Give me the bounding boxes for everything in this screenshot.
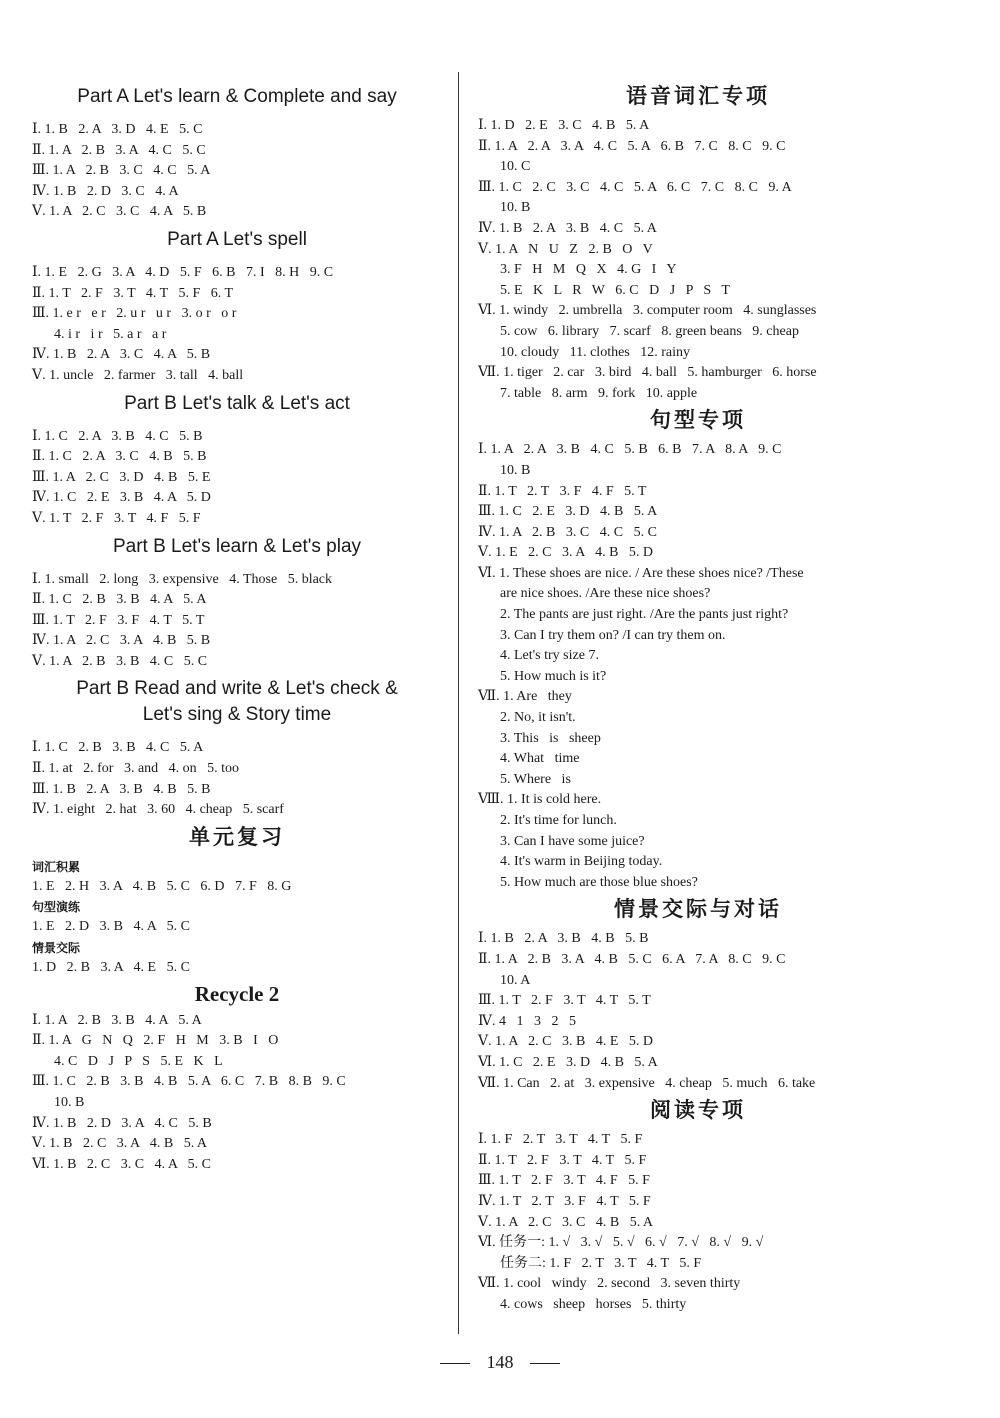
answer-line: Ⅶ. 1. tiger 2. car 3. bird 4. ball 5. hamburger 6. horse [478,365,817,381]
answer-line: Ⅱ. 1. A G N Q 2. F H M 3. B I O [32,1033,279,1049]
answer-line: Ⅴ. 1. A 2. C 3. C 4. A 5. B [32,204,207,220]
answer-section [478,406,918,893]
answer-line: 1. E 2. D 3. B 4. A 5. C [32,919,190,935]
answer-section [478,1096,918,1315]
answer-line: Ⅲ. 1. A 2. C 3. D 4. B 5. E [32,469,211,485]
answer-line: Ⅳ. 1. T 2. T 3. F 4. T 5. F [478,1193,651,1209]
answer-section [32,676,442,820]
answer-section [32,534,442,673]
answer-line: Ⅳ. 1. B 2. D 3. C 4. A [32,183,179,199]
answer-line: Ⅳ. 1. A 2. B 3. C 4. C 5. C [478,524,657,540]
answer-line: Ⅱ. 1. C 2. A 3. C 4. B 5. B [32,449,207,465]
answer-line: 4. C D J P S 5. E K L [54,1053,223,1069]
answer-line: 10. C [500,159,531,175]
answer-line: Ⅴ. 1. uncle 2. farmer 3. tall 4. ball [32,367,244,383]
answer-line: 10. B [54,1095,85,1110]
answer-line: 3. Can I try them on? /I can try them on. [500,627,726,643]
answer-line: Ⅲ. 1. T 2. F 3. T 4. F 5. F [478,1173,650,1189]
section-heading: Part B Let's learn & Let's play [112,535,362,557]
answer-line: 7. table 8. arm 9. fork 10. apple [500,385,698,401]
answer-line: 5. cow 6. library 7. scarf 8. green beans 9. cheap [500,323,799,339]
answer-line: Ⅵ. 任务一: 1. √ 3. √ 5. √ 6. √ 7. √ 8. √ 9. √ [478,1235,764,1251]
section-heading: Recycle 2 [194,981,280,1006]
answer-line: 1. E 2. H 3. A 4. B 5. C 6. D 7. F 8. G [32,878,292,894]
answer-line: Ⅴ. 1. E 2. C 3. A 4. B 5. D [478,545,654,561]
answer-line: Ⅷ. 1. It is cold here. [478,792,602,808]
answer-section [478,82,918,404]
page-number: 148 [486,1352,514,1372]
answer-line: Ⅵ. 1. B 2. C 3. C 4. A 5. C [32,1156,211,1172]
answer-line: 1. D 2. B 3. A 4. E 5. C [32,960,190,976]
answer-line: Ⅳ. 1. B 2. A 3. C 4. A 5. B [32,347,211,363]
answer-line: 2. No, it isn't. [500,710,576,726]
answer-line: Ⅱ. 1. A 2. B 3. A 4. C 5. C [32,142,206,158]
answer-line: 任务二: 1. F 2. T 3. T 4. T 5. F [500,1255,702,1271]
answer-line: 3. Can I have some juice? [500,833,645,849]
answer-line: Ⅴ. 1. A 2. C 3. B 4. E 5. D [478,1034,654,1050]
answer-line: 4. cows sheep horses 5. thirty [500,1296,687,1312]
answer-section [32,227,442,387]
subsection-label: 词汇积累 [32,859,81,874]
answer-line: Ⅰ. 1. C 2. A 3. B 4. C 5. B [32,428,203,444]
left-column [32,80,442,1175]
answer-line: 10. B [500,200,531,216]
answer-line: Ⅵ. 1. windy 2. umbrella 3. computer room 4. sunglasses [478,303,817,319]
answer-line: Ⅰ. 1. A 2. B 3. B 4. A 5. A [32,1012,202,1028]
answer-line: Ⅰ. 1. B 2. A 3. B 4. B 5. B [478,931,649,947]
answer-line: Ⅶ. 1. cool windy 2. second 3. seven thirty [478,1276,741,1292]
answer-line: Ⅴ. 1. A N U Z 2. B O V [478,241,653,257]
answer-line: Ⅴ. 1. B 2. C 3. A 4. B 5. A [32,1136,208,1152]
section-heading: Part A Let's learn & Complete and say [77,86,397,107]
answer-line: 3. F H M Q X 4. G I Y [500,262,677,278]
answer-line: 5. How much is it? [500,668,607,684]
answer-line: Ⅴ. 1. T 2. F 3. T 4. F 5. F [32,510,201,526]
answer-line: Ⅱ. 1. T 2. T 3. F 4. F 5. T [478,483,647,499]
subsection-label: 情景交际 [32,941,81,956]
answer-section [32,84,442,223]
section-heading: 情景交际与对话 [614,897,782,922]
answer-line: Ⅲ. 1. C 2. C 3. C 4. C 5. A 6. C 7. C 8. C 9. A [478,179,792,195]
answer-section [32,823,442,979]
answer-line: Ⅲ. 1. C 2. B 3. B 4. B 5. A 6. C 7. B 8. B 9. C [32,1074,346,1090]
answer-line: Ⅰ. 1. C 2. B 3. B 4. C 5. A [32,740,204,756]
answer-line: Ⅱ. 1. at 2. for 3. and 4. on 5. too [32,761,240,777]
answer-line: Ⅲ. 1. C 2. E 3. D 4. B 5. A [478,504,658,520]
answer-line: 4. i r i r 5. a r a r [54,326,167,342]
answer-line: Ⅲ. 1. T 2. F 3. T 4. T 5. T [478,993,651,1009]
answer-section [478,895,918,1094]
answer-line: Ⅳ. 1. B 2. D 3. A 4. C 5. B [32,1115,212,1131]
answer-line: 5. Where is [500,771,571,787]
answer-line: Ⅵ. 1. C 2. E 3. D 4. B 5. A [478,1054,658,1070]
answer-line: 4. What time [500,751,580,767]
section-heading: Part B Read and write & Let's check & Let's sing & Story time [76,678,398,726]
answer-line: Ⅰ. 1. D 2. E 3. C 4. B 5. A [478,118,650,133]
answer-line: Ⅰ. 1. A 2. A 3. B 4. C 5. B 6. B 7. A 8. A 9. C [478,442,782,458]
answer-line: 2. It's time for lunch. [500,813,617,828]
answer-line: Ⅳ. 4 1 3 2 5 [478,1013,576,1029]
section-heading: 单元复习 [189,824,285,849]
answer-section [32,391,442,530]
answer-line: 10. cloudy 11. clothes 12. rainy [500,344,691,360]
answer-line: Ⅵ. 1. These shoes are nice. / Are these shoes nice? /These [478,565,804,581]
answer-line: Ⅲ. 1. T 2. F 3. F 4. T 5. T [32,612,205,628]
subsection-label: 句型演练 [32,900,81,915]
answer-section [32,981,442,1176]
answer-line: Ⅶ. 1. Can 2. at 3. expensive 4. cheap 5. much 6. take [478,1075,816,1091]
answer-line: Ⅲ. 1. A 2. B 3. C 4. C 5. A [32,163,211,179]
page-number-footer [0,1352,1000,1373]
answer-line: Ⅰ. 1. E 2. G 3. A 4. D 5. F 6. B 7. I 8. H 9. C [32,264,334,280]
column-divider [458,72,459,1334]
answer-line: 4. Let's try size 7. [500,648,599,664]
section-heading: 语音词汇专项 [626,84,770,108]
answer-line: Ⅲ. 1. B 2. A 3. B 4. B 5. B [32,781,211,797]
footer-dash-right [530,1363,560,1364]
answer-line: Ⅲ. 1. e r e r 2. u r u r 3. o r o r [32,306,237,322]
answer-line: 10. A [500,972,531,988]
answer-line: Ⅶ. 1. Are they [478,689,572,705]
answer-line: Ⅳ. 1. C 2. E 3. B 4. A 5. D [32,490,211,506]
answer-line: 5. How much are those blue shoes? [500,874,698,890]
answer-line: Ⅱ. 1. T 2. F 3. T 4. T 5. F [478,1152,647,1168]
answer-line: 3. This is sheep [500,730,601,746]
answer-line: Ⅰ. 1. F 2. T 3. T 4. T 5. F [478,1132,643,1148]
answer-line: Ⅰ. 1. small 2. long 3. expensive 4. Those 5. black [32,571,333,587]
right-column [478,80,918,1315]
answer-line: Ⅳ. 1. B 2. A 3. B 4. C 5. A [478,220,657,236]
answer-line: 5. E K L R W 6. C D J P S T [500,282,730,298]
answer-line: 4. It's warm in Beijing today. [500,854,663,870]
answer-line: Ⅱ. 1. C 2. B 3. B 4. A 5. A [32,592,207,608]
answer-line: Ⅳ. 1. A 2. C 3. A 4. B 5. B [32,633,211,649]
section-heading: 阅读专项 [650,1098,746,1123]
answer-line: are nice shoes. /Are these nice shoes? [500,586,711,602]
answer-line: 10. B [500,462,531,478]
answer-line: Ⅱ. 1. A 2. B 3. A 4. B 5. C 6. A 7. A 8. C 9. C [478,951,786,967]
answer-line: Ⅴ. 1. A 2. C 3. C 4. B 5. A [478,1214,654,1230]
answer-line: Ⅱ. 1. A 2. A 3. A 4. C 5. A 6. B 7. C 8. C 9. C [478,138,786,154]
answer-line: Ⅰ. 1. B 2. A 3. D 4. E 5. C [32,122,203,137]
section-heading: Part A Let's spell [167,228,307,250]
section-heading: 句型专项 [650,408,746,433]
answer-line: Ⅱ. 1. T 2. F 3. T 4. T 5. F 6. T [32,285,234,301]
answer-line: 2. The pants are just right. /Are the pants just right? [500,607,789,623]
footer-dash-left [440,1363,470,1364]
answer-line: Ⅴ. 1. A 2. B 3. B 4. C 5. C [32,653,208,669]
answer-line: Ⅳ. 1. eight 2. hat 3. 60 4. cheap 5. scarf [32,802,284,818]
section-heading: Part B Let's talk & Let's act [124,392,350,414]
